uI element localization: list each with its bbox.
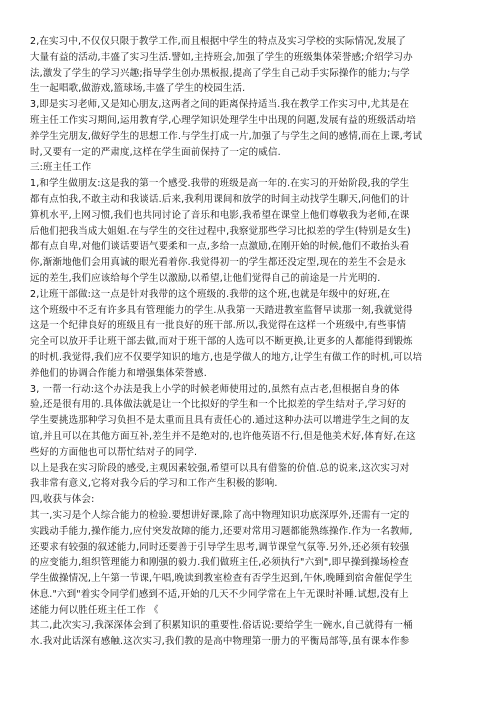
text-line: 三:班主任工作 xyxy=(30,162,92,174)
text-line: 大量有益的活动,丰盛了实习生活.譬如,主持班会,加强了学生的班级集体荣誉感;介绍学习办 xyxy=(30,51,413,63)
text-line: 2,在实习中,不仅仅只限于教学工作,而且根据中学生的特点及实习学校的实际情况,发展了 xyxy=(30,36,406,47)
text-line: 时,又要有一定的严肃度,这样在学生面前保持了一定的威信. xyxy=(30,146,281,158)
text-line: 都有点自卑,对他们谈话要语气要柔和一点,多给一点激励,在刚开始的时候,他们不敢抬头看 xyxy=(30,241,410,253)
text-line: 的应变能力,组织管理能力和刚强的毅力.我们做班主任,必须执行"六到",即早操到操场检查 xyxy=(30,557,409,569)
document-body xyxy=(30,34,470,650)
text-line: 谊,并且可以在其他方面互补,差生并不是绝对的,也许他英语不行,但是他美术好,体育好,在这 xyxy=(30,430,416,442)
text-line: 你,渐渐地他们会用真诚的眼光看着你.我觉得初一的学生都还没定型,现在的差生不会是永 xyxy=(30,257,407,269)
text-line: 养学生完朋友,做好学生的思想工作.与学生打成一片,加强了与学生之间的感情,而在上课,考试 xyxy=(30,130,423,142)
text-line: 养他们的协调合作能力和增强集体荣誉感. xyxy=(30,367,207,379)
text-line: 这个班级中不乏有许多具有管理能力的学生.从我第一天踏进教室监督早读那一刻,我就觉得 xyxy=(30,304,413,316)
text-line: 述能力何以胜任班主任工作 《 xyxy=(30,604,159,616)
text-line: 水.我对此话深有感触.这次实习,我们教的是高中物理第一册力的平衡局部等,虽有课本作参 xyxy=(30,636,410,648)
text-line: 实践动手能力,操作能力,应付突发故障的能力,还要对常用习题都能熟练操作.作为一名教师, xyxy=(30,525,413,537)
text-line: 2,让班干部做:这一点是针对我带的这个班级的.我带的这个班,也就是年级中的好班,在 xyxy=(30,288,390,300)
text-line: 法,激发了学生的学习兴趣;指导学生创办黑板报,提高了学生自己动手实际操作的能力;与学 xyxy=(30,67,410,79)
text-line: 其一,实习是个人综合能力的检验.要想讲好课,除了高中物理知识功底深厚外,还需有一定的 xyxy=(30,509,410,521)
text-line: 休息."六到"着实令同学们感到不适,开始的几天不少同学常在上午无课时补睡.试想,没有上 xyxy=(30,588,409,600)
text-line: 学生做操情况,上午第一节课,午唱,晚读到教室检查有否学生迟到,午休,晚睡到宿舍催促学生 xyxy=(30,573,413,585)
text-line: 算机水平,上网习惯,我们也共同讨论了音乐和电影,我希望在课堂上他们尊敬我为老师,在课 xyxy=(30,209,410,221)
text-line: 还要求有较强的叙述能力,同时还要善于引导学生思考,调节课堂气氛等.另外,还必须有较强 xyxy=(30,541,410,553)
text-line: 后他们把我当成大姐姐.在与学生的交往过程中,我察觉那些学习比拟差的学生(特别是女生) xyxy=(30,225,411,237)
text-line: 3, 一帮一行动:这个办法是我上小学的时候老师使用过的,虽然有点古老,但根据自身的体 xyxy=(30,383,400,395)
text-line: 验,还是很有用的.具体做法就是让一个比拟好的学生和一个比拟差的学生结对子,学习好的 xyxy=(30,399,407,411)
text-line: 我非常有意义,它将对我今后的学习和工作产生积极的影响. xyxy=(30,478,278,490)
text-line: 些好的方面他也可以帮忙结对子的同学. xyxy=(30,446,198,458)
text-line: 以上是我在实习阶段的感受,主观因素较强,希望可以具有借鉴的价值.总的说来,这次实习对 xyxy=(30,462,410,474)
text-line: 都有点怕我,不敢主动和我谈话.后来,我利用课间和放学的时间主动找学生聊天,问他们的计 xyxy=(30,193,410,205)
text-line: 生一起唱歌,做游戏,篮球场,丰盛了学生的校园生活. xyxy=(30,83,246,95)
text-line: 的时机.我觉得,我们应不仅要学知识的地方,也是学做人的地方,让学生有做工作的时机,可以培 xyxy=(30,351,423,363)
text-line: 远的差生,我们应该给每个学生以激励,以希望,让他们觉得自己的前途是一片光明的. xyxy=(30,272,381,284)
text-line: 班主任工作实习期间,运用教育学,心理学知识处理学生中出现的问题,发展有益的班级活动培 xyxy=(30,114,416,126)
text-line: 3,即是实习老师,又是知心朋友,这两者之间的距离保持适当.我在教学工作实习中,尤其是在 xyxy=(30,99,410,111)
text-line: 这是一个纪律良好的班级且有一批良好的班干部.所以,我觉得在这样一个班级中,有些事情 xyxy=(30,320,407,332)
text-line: 其二,此次实习,我深深体会到了积累知识的重要性.俗话说:要给学生一碗水,自己就得有一桶 xyxy=(30,620,413,632)
text-line: 四,收获与体会: xyxy=(30,494,95,506)
text-line: 1,和学生做朋友:这是我的第一个感受.我带的班级是高一年的.在实习的开始阶段,我的学生 xyxy=(30,178,410,190)
text-line: 完全可以放开手让班干部去做,而对于班干部的人选可以不断更换,让更多的人都能得到锻炼 xyxy=(30,336,413,348)
text-line: 学生要挑选那种学习负担不是太重而且具有责任心的.通过这种办法可以增进学生之间的友 xyxy=(30,415,410,427)
